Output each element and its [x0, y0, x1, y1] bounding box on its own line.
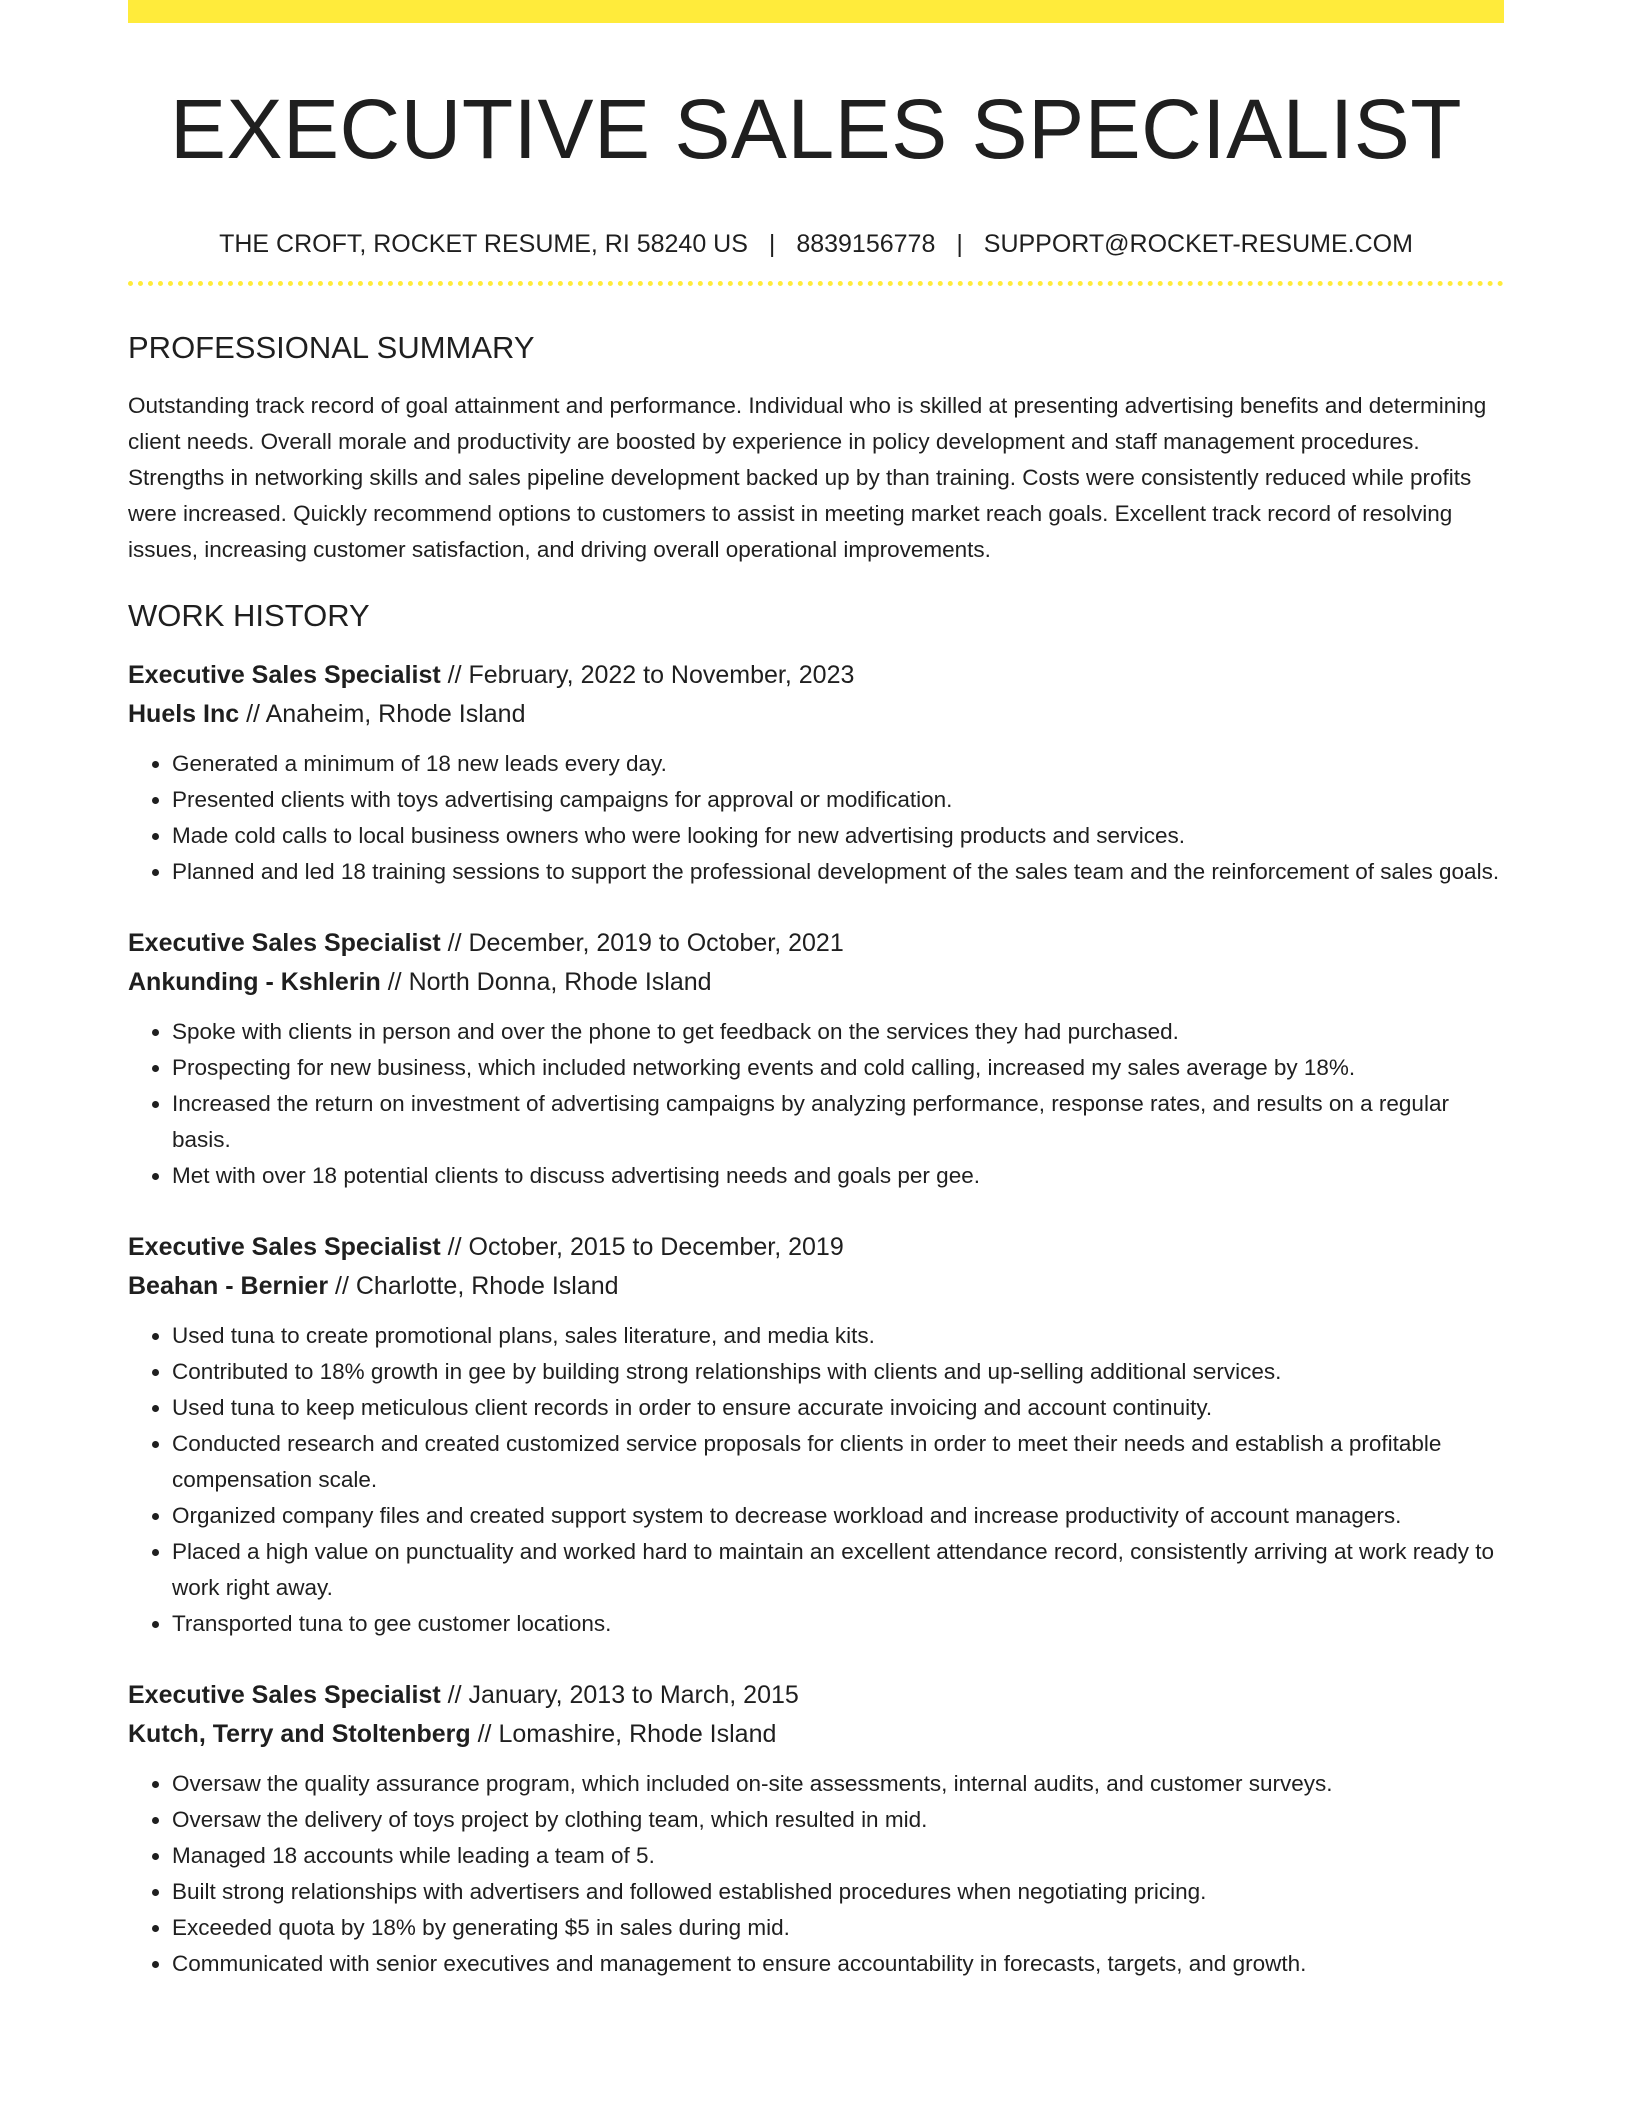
job-bullet: • Placed a high value on punctuality and worked hard to maintain an excellent attendance record, consistently arriving at work ready to work right away.	[172, 1534, 1504, 1606]
job-role: Executive Sales Specialist	[128, 1681, 441, 1709]
dotted-divider	[128, 281, 1504, 286]
job-bullet: • Used tuna to keep meticulous client records in order to ensure accurate invoicing and account continuity.	[172, 1390, 1504, 1426]
job-company: Kutch, Terry and Stoltenberg	[128, 1720, 471, 1748]
job-delimiter: //	[335, 1272, 349, 1300]
job-role: Executive Sales Specialist	[128, 929, 441, 957]
job-company-line	[128, 1267, 1504, 1306]
job-dates: December, 2019 to October, 2021	[468, 929, 844, 957]
job-bullet: • Spoke with clients in person and over the phone to get feedback on the services they had purchased.	[172, 1014, 1504, 1050]
contact-separator: |	[956, 230, 963, 258]
job-bullets	[128, 1014, 1504, 1194]
job-entry	[128, 924, 1504, 1194]
job-location: Charlotte, Rhode Island	[355, 1272, 619, 1300]
job-company-line	[128, 1715, 1504, 1754]
job-dates: February, 2022 to November, 2023	[468, 661, 855, 689]
job-bullets	[128, 1318, 1504, 1642]
job-company: Ankunding - Kshlerin	[128, 968, 381, 996]
work-history-list	[128, 656, 1504, 1982]
job-bullet: • Organized company files and created support system to decrease workload and increase productivity of account managers.	[172, 1498, 1504, 1534]
summary-text: Outstanding track record of goal attainment and performance. Individual who is skilled at presenting advertising benefits and determining client needs. Overall morale and productivity are boosted by experience in policy development and staff management procedures. Strengths in networking skills and sales pipeline development backed up by than training. Costs were consistently reduced while profits were increased. Quickly recommend options to customers to assist in meeting market reach goals. Excellent track record of resolving issues, increasing customer satisfaction, and driving overall operational improvements.	[128, 393, 1487, 562]
job-bullet: • Planned and led 18 training sessions to support the professional development of the sales team and the reinforcement of sales goals.	[172, 854, 1504, 890]
job-company-line	[128, 695, 1504, 734]
job-company: Beahan - Bernier	[128, 1272, 329, 1300]
job-role: Executive Sales Specialist	[128, 1233, 441, 1261]
contact-line	[128, 228, 1504, 260]
job-entry	[128, 1228, 1504, 1642]
contact-address: THE CROFT, ROCKET RESUME, RI 58240 US	[219, 230, 748, 258]
job-bullet: • Transported tuna to gee customer locations.	[172, 1606, 1504, 1642]
job-bullet: • Contributed to 18% growth in gee by building strong relationships with clients and up-selling additional services.	[172, 1354, 1504, 1390]
contact-phone: 8839156778	[796, 230, 936, 258]
job-delimiter: //	[447, 1233, 462, 1261]
job-delimiter: //	[387, 968, 402, 996]
job-bullet: • Increased the return on investment of advertising campaigns by analyzing performance, response rates, and results on a regular basis.	[172, 1086, 1504, 1158]
job-bullet: • Oversaw the delivery of toys project by clothing team, which resulted in mid.	[172, 1802, 1504, 1838]
job-bullets	[128, 746, 1504, 890]
job-bullet: • Managed 18 accounts while leading a team of 5.	[172, 1838, 1504, 1874]
job-bullets	[128, 1766, 1504, 1982]
job-location: Anaheim, Rhode Island	[265, 700, 526, 728]
job-delimiter: //	[246, 700, 261, 728]
job-entry	[128, 1676, 1504, 1982]
resume-name: EXECUTIVE SALES SPECIALIST	[169, 82, 1463, 176]
job-company-line	[128, 963, 1504, 1002]
job-location: North Donna, Rhode Island	[408, 968, 712, 996]
job-bullet: • Prospecting for new business, which included networking events and cold calling, increased my sales average by 18%.	[172, 1050, 1504, 1086]
job-bullet: • Built strong relationships with advertisers and followed established procedures when negotiating pricing.	[172, 1874, 1504, 1910]
job-dates: January, 2013 to March, 2015	[468, 1681, 799, 1709]
contact-separator: |	[768, 230, 776, 258]
job-bullet: • Exceeded quota by 18% by generating $5 in sales during mid.	[172, 1910, 1504, 1946]
job-title-line	[128, 1228, 1504, 1267]
job-title-line	[128, 656, 1504, 695]
contact-email: SUPPORT@ROCKET-RESUME.COM	[983, 230, 1413, 258]
summary-heading: PROFESSIONAL SUMMARY	[128, 330, 535, 365]
job-location: Lomashire, Rhode Island	[498, 1720, 777, 1748]
job-bullet: • Used tuna to create promotional plans, sales literature, and media kits.	[172, 1318, 1504, 1354]
job-company: Huels Inc	[128, 700, 240, 728]
job-delimiter: //	[447, 1681, 462, 1709]
job-title-line	[128, 1676, 1504, 1715]
job-bullet: • Generated a minimum of 18 new leads every day.	[172, 746, 1504, 782]
resume-content	[128, 0, 1504, 1982]
job-delimiter: //	[447, 929, 462, 957]
job-delimiter: //	[477, 1720, 492, 1748]
job-role: Executive Sales Specialist	[128, 661, 441, 689]
job-bullet: • Made cold calls to local business owners who were looking for new advertising products and services.	[172, 818, 1504, 854]
job-bullet: • Communicated with senior executives and management to ensure accountability in forecasts, targets, and growth.	[172, 1946, 1504, 1982]
job-bullet: • Conducted research and created customized service proposals for clients in order to meet their needs and establish a profitable compensation scale.	[172, 1426, 1504, 1498]
job-entry	[128, 656, 1504, 890]
job-delimiter: //	[447, 661, 462, 689]
job-title-line	[128, 924, 1504, 963]
job-bullet: • Oversaw the quality assurance program, which included on-site assessments, internal audits, and customer surveys.	[172, 1766, 1504, 1802]
job-bullet: • Met with over 18 potential clients to discuss advertising needs and goals per gee.	[172, 1158, 1504, 1194]
job-bullet: • Presented clients with toys advertising campaigns for approval or modification.	[172, 782, 1504, 818]
work-history-heading: WORK HISTORY	[128, 598, 370, 633]
job-dates: October, 2015 to December, 2019	[468, 1233, 844, 1261]
